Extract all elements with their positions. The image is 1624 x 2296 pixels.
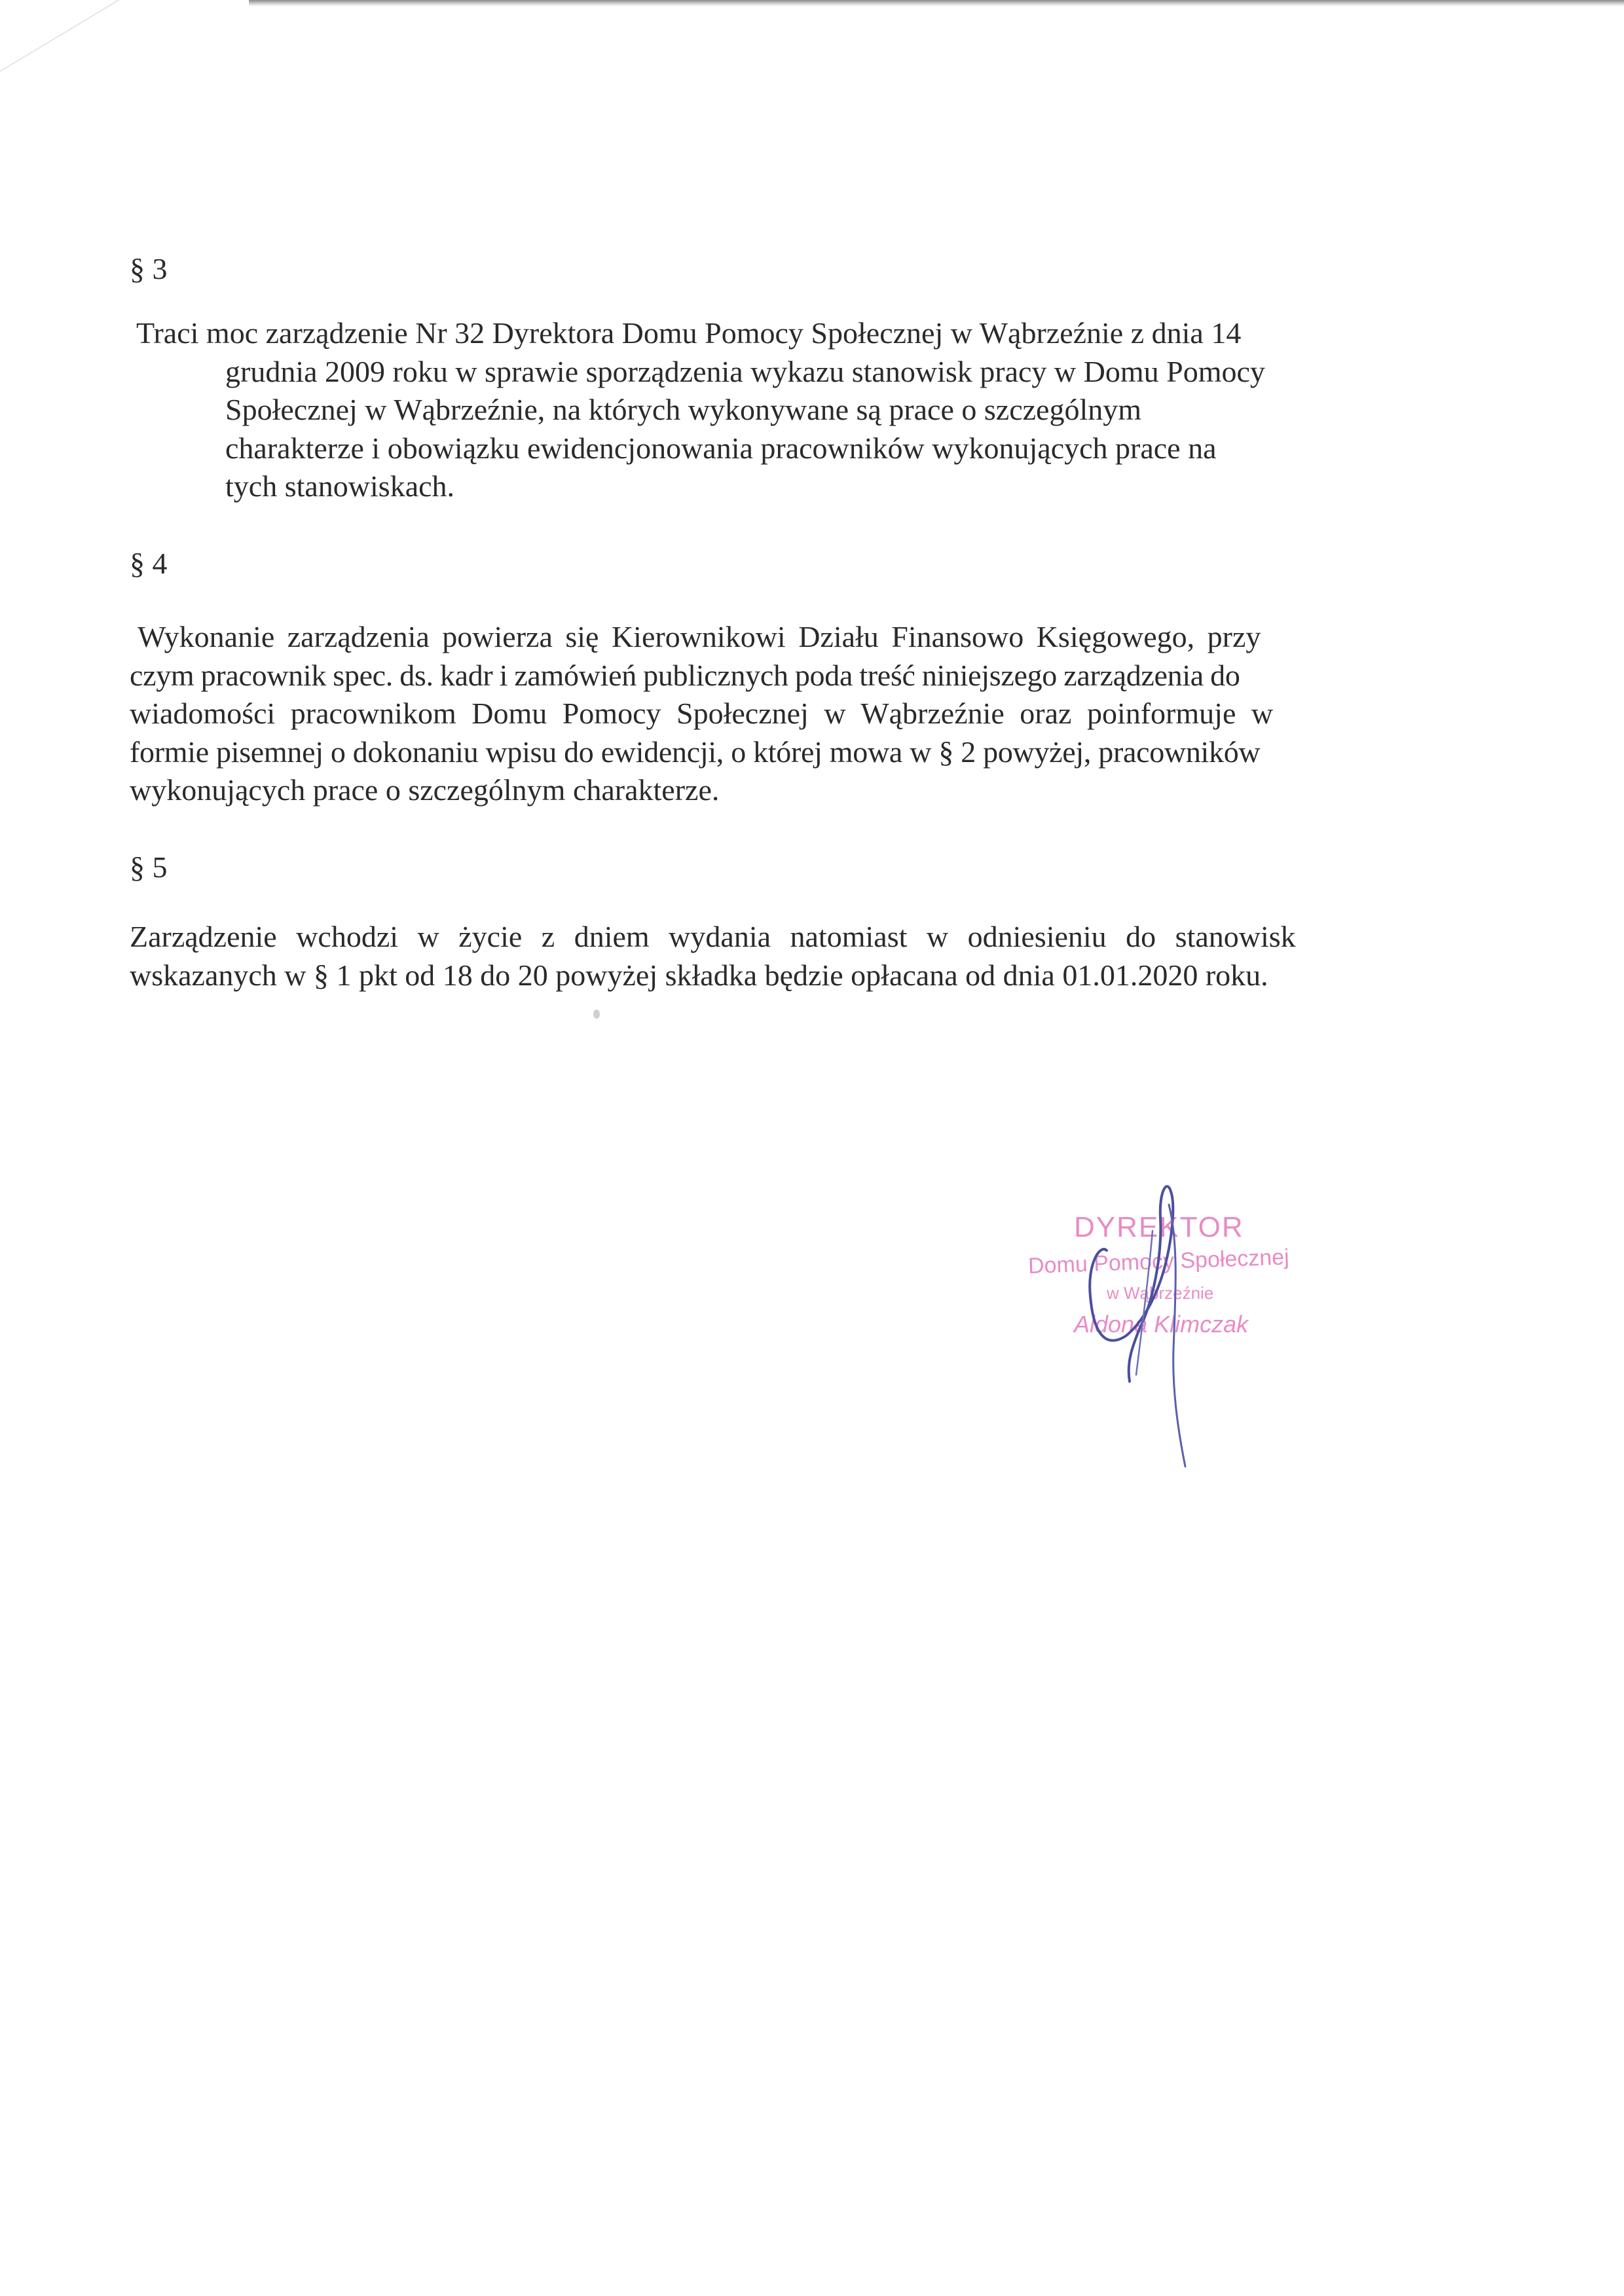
paragraph-line: Wykonanie zarządzenia powierza się Kierownikowi Działu Finansowo Księgowego, przy <box>138 620 1261 653</box>
stamp-name: Aldona Klimczak <box>1074 1311 1249 1338</box>
section-heading-4: § 4 <box>130 547 168 580</box>
stamp-institution: Domu Pomocy Społecznej <box>1027 1245 1290 1279</box>
paragraph-line: grudnia 2009 roku w sprawie sporządzenia wykazu stanowisk pracy w Domu Pomocy <box>225 354 1265 388</box>
handwritten-signature <box>1061 1165 1231 1473</box>
paragraph-line: Społecznej w Wąbrzeźnie, na których wykonywane są prace o szczególnym <box>225 393 1142 426</box>
scan-speck <box>593 1010 600 1019</box>
section-heading-5: § 5 <box>130 850 168 884</box>
paragraph-line: czym pracownik spec. ds. kadr i zamówień publicznych poda treść niniejszego zarządzenia do <box>130 658 1240 692</box>
paragraph-line: Traci moc zarządzenie Nr 32 Dyrektora Domu Pomocy Społecznej w Wąbrzeźnie z dnia 14 <box>136 316 1242 350</box>
paragraph-5 <box>130 918 1364 994</box>
scan-top-edge <box>249 0 1624 7</box>
paragraph-line: charakterze i obowiązku ewidencjonowania pracowników wykonujących prace na <box>225 431 1217 465</box>
scan-fold-line <box>0 0 257 80</box>
paragraph-line: Zarządzenie wchodzi w życie z dniem wydania natomiast w odniesieniu do stanowisk <box>130 920 1296 953</box>
paragraph-line: formie pisemnej o dokonaniu wpisu do ewidencji, o której mowa w § 2 powyżej, pracowników <box>130 735 1261 769</box>
paragraph-4 <box>130 618 1364 810</box>
stamp-location: w Wąbrzeźnie <box>1107 1283 1214 1303</box>
signature-stroke <box>1169 1205 1185 1467</box>
paragraph-line: wiadomości pracownikom Domu Pomocy Społecznej w Wąbrzeźnie oraz poinformuje w <box>130 697 1274 730</box>
paragraph-3 <box>136 314 1265 506</box>
section-heading-3: § 3 <box>130 252 168 285</box>
paragraph-line: wykonujących prace o szczególnym charakterze. <box>130 773 720 807</box>
stamp-title: DYREKTOR <box>1074 1211 1244 1243</box>
signature-stroke <box>1090 1186 1173 1381</box>
paragraph-line: tych stanowiskach. <box>225 469 455 503</box>
paragraph-line: wskazanych w § 1 pkt od 18 do 20 powyżej składka będzie opłacana od dnia 01.01.2020 roku. <box>130 958 1268 992</box>
